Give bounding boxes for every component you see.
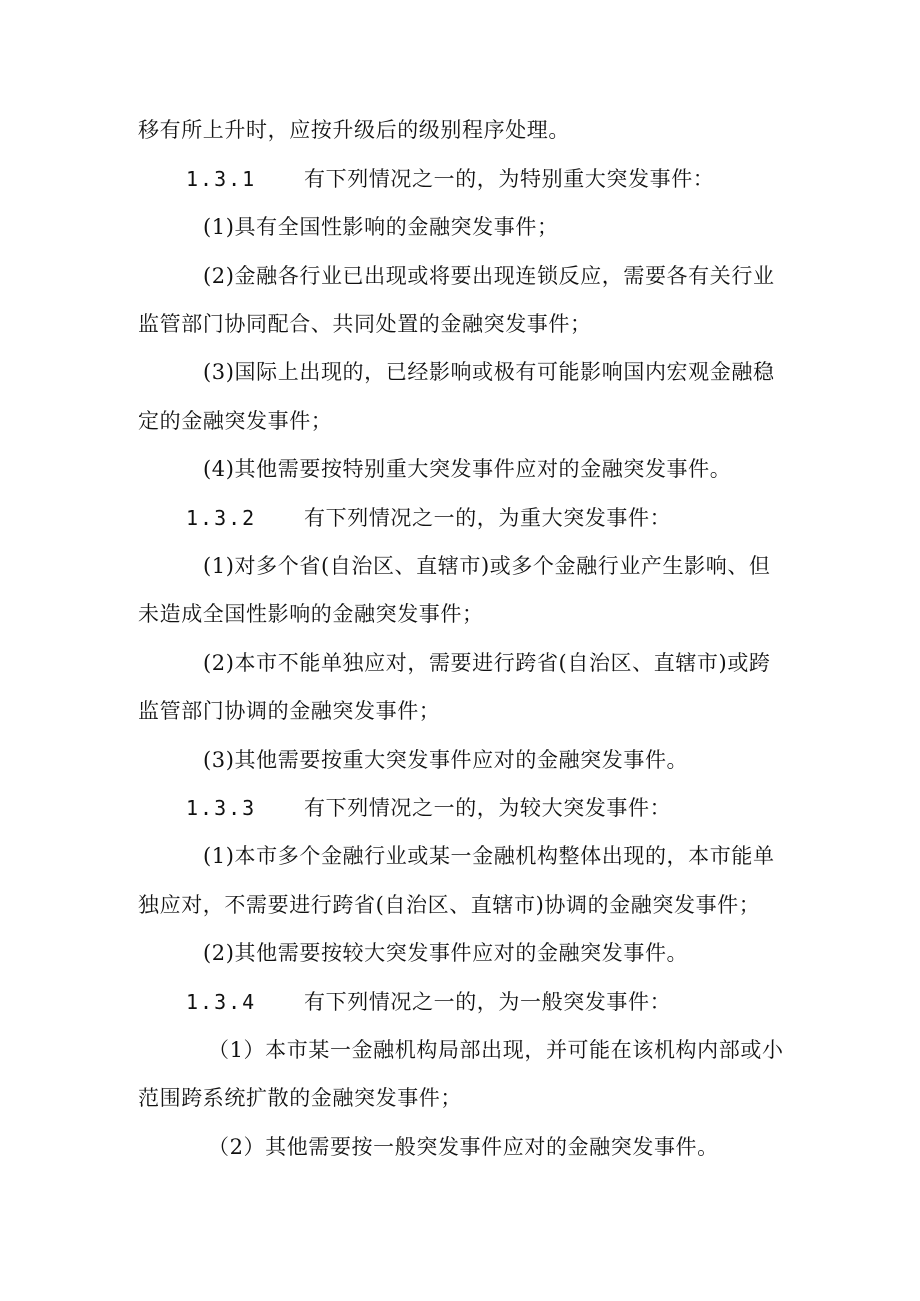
- list-item: (3)国际上出现的，已经影响或极有可能影响国内宏观金融稳: [203, 360, 775, 384]
- section-heading-1-3-1: [0, 164, 920, 194]
- list-item: （2）其他需要按一般突发事件应对的金融突发事件。: [208, 1135, 719, 1159]
- paragraph-line: 监管部门协调的金融突发事件；: [138, 699, 441, 723]
- paragraph-line: 定的金融突发事件；: [138, 409, 333, 433]
- section-heading-text: 有下列情况之一的，为特别重大突发事件：: [304, 167, 715, 191]
- section-number: 1.3.3: [186, 796, 257, 820]
- section-number: 1.3.4: [186, 990, 257, 1014]
- paragraph-line: 未造成全国性影响的金融突发事件；: [138, 602, 484, 626]
- list-item: (1)具有全国性影响的金融突发事件；: [203, 215, 559, 239]
- paragraph-line: 监管部门协同配合、共同处置的金融突发事件；: [138, 312, 592, 336]
- section-heading-text: 有下列情况之一的，为较大突发事件：: [304, 796, 672, 820]
- list-item: (1)本市多个金融行业或某一金融机构整体出现的，本市能单: [203, 844, 775, 868]
- list-item: （1）本市某一金融机构局部出现，并可能在该机构内部或小: [208, 1038, 784, 1062]
- paragraph-line: 范围跨系统扩散的金融突发事件；: [138, 1086, 462, 1110]
- section-heading-text: 有下列情况之一的，为一般突发事件：: [304, 990, 672, 1014]
- section-heading-text: 有下列情况之一的，为重大突发事件：: [304, 506, 672, 530]
- section-heading-1-3-3: [0, 793, 920, 823]
- list-item: (3)其他需要按重大突发事件应对的金融突发事件。: [203, 748, 689, 772]
- paragraph-line: 独应对，不需要进行跨省(自治区、直辖市)协调的金融突发事件；: [138, 893, 761, 917]
- list-item: (2)金融各行业已出现或将要出现连锁反应，需要各有关行业: [203, 264, 775, 288]
- section-heading-1-3-2: [0, 503, 920, 533]
- section-heading-1-3-4: [0, 987, 920, 1017]
- list-item: (1)对多个省(自治区、直辖市)或多个金融行业产生影响、但: [203, 554, 771, 578]
- list-item: (2)其他需要按较大突发事件应对的金融突发事件。: [203, 941, 689, 965]
- section-number: 1.3.2: [186, 506, 257, 530]
- list-item: (2)本市不能单独应对，需要进行跨省(自治区、直辖市)或跨: [203, 651, 771, 675]
- paragraph-line: 移有所上升时，应按升级后的级别程序处理。: [138, 118, 570, 142]
- section-number: 1.3.1: [186, 167, 257, 191]
- list-item: (4)其他需要按特别重大突发事件应对的金融突发事件。: [203, 457, 732, 481]
